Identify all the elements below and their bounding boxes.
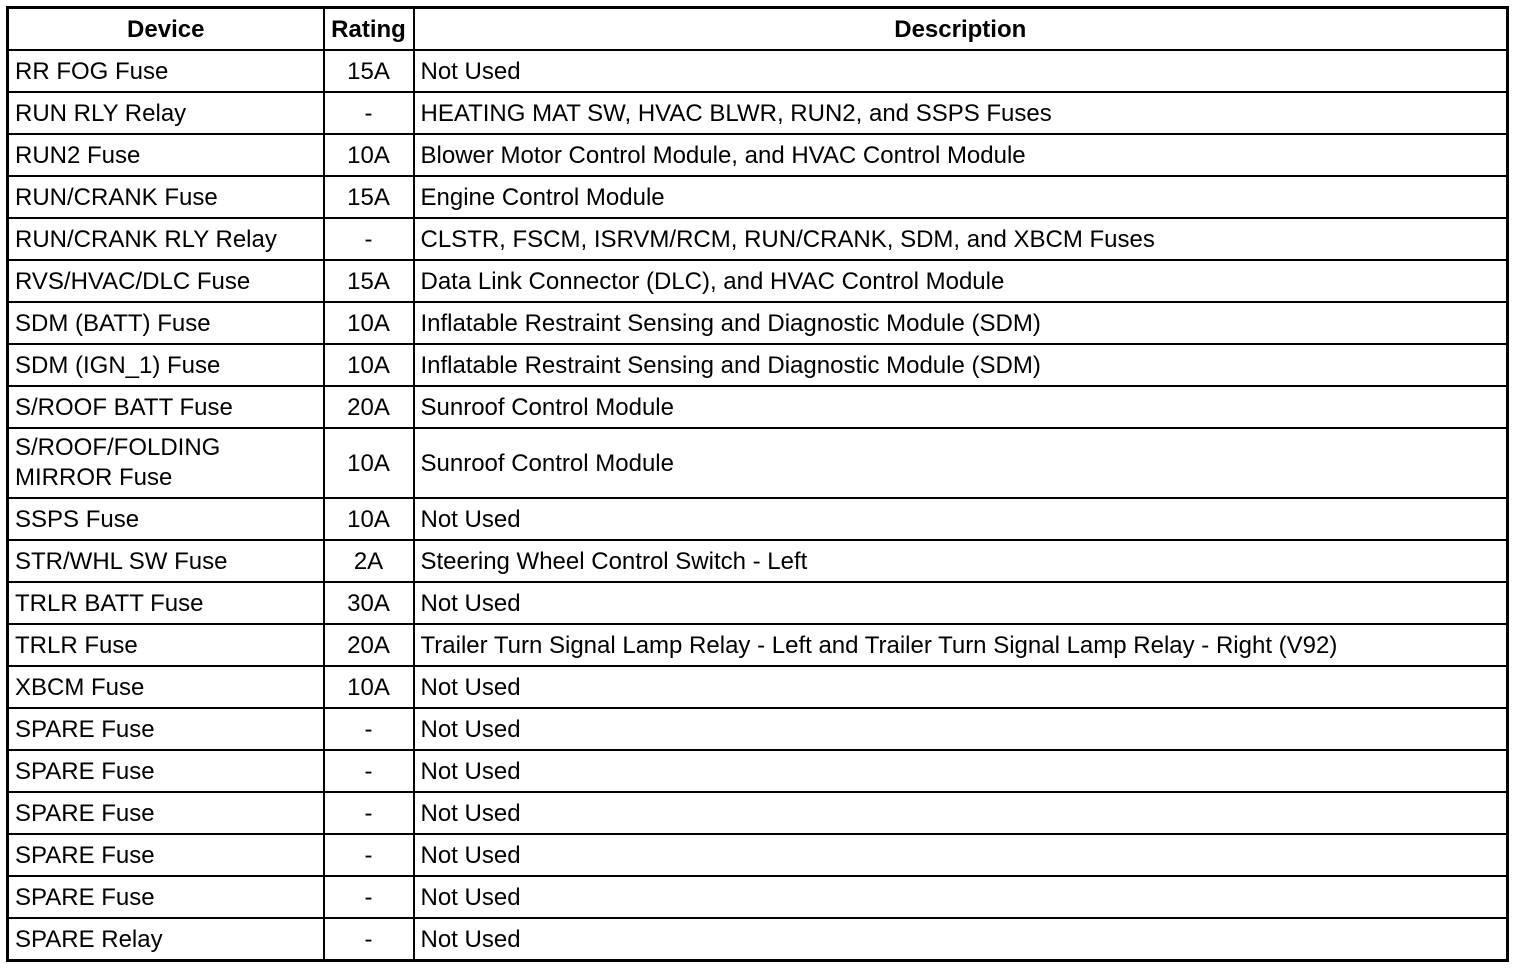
table-row	[8, 344, 1508, 386]
description-cell: Inflatable Restraint Sensing and Diagnostic Module (SDM)	[414, 302, 1508, 344]
rating-cell: 2A	[324, 540, 414, 582]
description-cell: Not Used	[414, 834, 1508, 876]
rating-cell: -	[324, 708, 414, 750]
description-cell: Not Used	[414, 582, 1508, 624]
device-cell: SDM (IGN_1) Fuse	[8, 344, 324, 386]
device-cell: S/ROOF/FOLDING MIRROR Fuse	[8, 428, 324, 498]
table-row	[8, 260, 1508, 302]
device-cell: RR FOG Fuse	[8, 50, 324, 92]
device-cell: SPARE Fuse	[8, 792, 324, 834]
table-row	[8, 540, 1508, 582]
rating-cell: 15A	[324, 176, 414, 218]
table-row	[8, 834, 1508, 876]
description-cell: Not Used	[414, 708, 1508, 750]
description-cell: Engine Control Module	[414, 176, 1508, 218]
device-cell: RUN/CRANK Fuse	[8, 176, 324, 218]
description-cell: Sunroof Control Module	[414, 386, 1508, 428]
table-row	[8, 428, 1508, 498]
rating-cell: 15A	[324, 260, 414, 302]
rating-cell: -	[324, 750, 414, 792]
description-cell: Not Used	[414, 876, 1508, 918]
description-cell: Not Used	[414, 750, 1508, 792]
device-cell: SPARE Fuse	[8, 876, 324, 918]
table-row	[8, 624, 1508, 666]
table-row	[8, 708, 1508, 750]
table-row	[8, 876, 1508, 918]
rating-cell: -	[324, 92, 414, 134]
description-cell: Trailer Turn Signal Lamp Relay - Left and Trailer Turn Signal Lamp Relay - Right (V92)	[414, 624, 1508, 666]
table-row	[8, 50, 1508, 92]
device-cell: STR/WHL SW Fuse	[8, 540, 324, 582]
table-header-row	[8, 8, 1508, 51]
description-cell: Not Used	[414, 498, 1508, 540]
description-cell: Steering Wheel Control Switch - Left	[414, 540, 1508, 582]
fuse-table	[6, 6, 1509, 962]
rating-cell: 30A	[324, 582, 414, 624]
rating-cell: -	[324, 834, 414, 876]
description-cell: Blower Motor Control Module, and HVAC Control Module	[414, 134, 1508, 176]
rating-cell: 10A	[324, 344, 414, 386]
column-header-description: Description	[414, 8, 1508, 51]
description-cell: CLSTR, FSCM, ISRVM/RCM, RUN/CRANK, SDM, and XBCM Fuses	[414, 218, 1508, 260]
table-row	[8, 302, 1508, 344]
rating-cell: 10A	[324, 302, 414, 344]
table-row	[8, 918, 1508, 961]
device-cell: XBCM Fuse	[8, 666, 324, 708]
device-cell: SDM (BATT) Fuse	[8, 302, 324, 344]
rating-cell: 10A	[324, 428, 414, 498]
rating-cell: 20A	[324, 624, 414, 666]
table-row	[8, 386, 1508, 428]
rating-cell: -	[324, 918, 414, 961]
table-row	[8, 666, 1508, 708]
description-cell: Not Used	[414, 666, 1508, 708]
table-row	[8, 92, 1508, 134]
device-cell: SPARE Relay	[8, 918, 324, 961]
rating-cell: -	[324, 876, 414, 918]
device-cell: SPARE Fuse	[8, 834, 324, 876]
device-cell: TRLR Fuse	[8, 624, 324, 666]
device-cell: RUN2 Fuse	[8, 134, 324, 176]
device-cell: S/ROOF BATT Fuse	[8, 386, 324, 428]
device-cell: RVS/HVAC/DLC Fuse	[8, 260, 324, 302]
rating-cell: 15A	[324, 50, 414, 92]
column-header-rating: Rating	[324, 8, 414, 51]
device-cell: TRLR BATT Fuse	[8, 582, 324, 624]
description-cell: HEATING MAT SW, HVAC BLWR, RUN2, and SSPS Fuses	[414, 92, 1508, 134]
fuse-table-container	[6, 6, 1506, 962]
table-body	[8, 50, 1508, 961]
rating-cell: 10A	[324, 134, 414, 176]
description-cell: Not Used	[414, 50, 1508, 92]
rating-cell: 10A	[324, 498, 414, 540]
rating-cell: -	[324, 218, 414, 260]
table-row	[8, 792, 1508, 834]
description-cell: Sunroof Control Module	[414, 428, 1508, 498]
device-cell: RUN/CRANK RLY Relay	[8, 218, 324, 260]
description-cell: Not Used	[414, 792, 1508, 834]
device-cell: SPARE Fuse	[8, 708, 324, 750]
rating-cell: 10A	[324, 666, 414, 708]
table-row	[8, 176, 1508, 218]
table-row	[8, 218, 1508, 260]
device-cell: RUN RLY Relay	[8, 92, 324, 134]
table-row	[8, 582, 1508, 624]
rating-cell: -	[324, 792, 414, 834]
table-row	[8, 750, 1508, 792]
rating-cell: 20A	[324, 386, 414, 428]
description-cell: Inflatable Restraint Sensing and Diagnostic Module (SDM)	[414, 344, 1508, 386]
device-cell: SSPS Fuse	[8, 498, 324, 540]
description-cell: Not Used	[414, 918, 1508, 961]
table-row	[8, 134, 1508, 176]
description-cell: Data Link Connector (DLC), and HVAC Control Module	[414, 260, 1508, 302]
device-cell: SPARE Fuse	[8, 750, 324, 792]
table-row	[8, 498, 1508, 540]
column-header-device: Device	[8, 8, 324, 51]
